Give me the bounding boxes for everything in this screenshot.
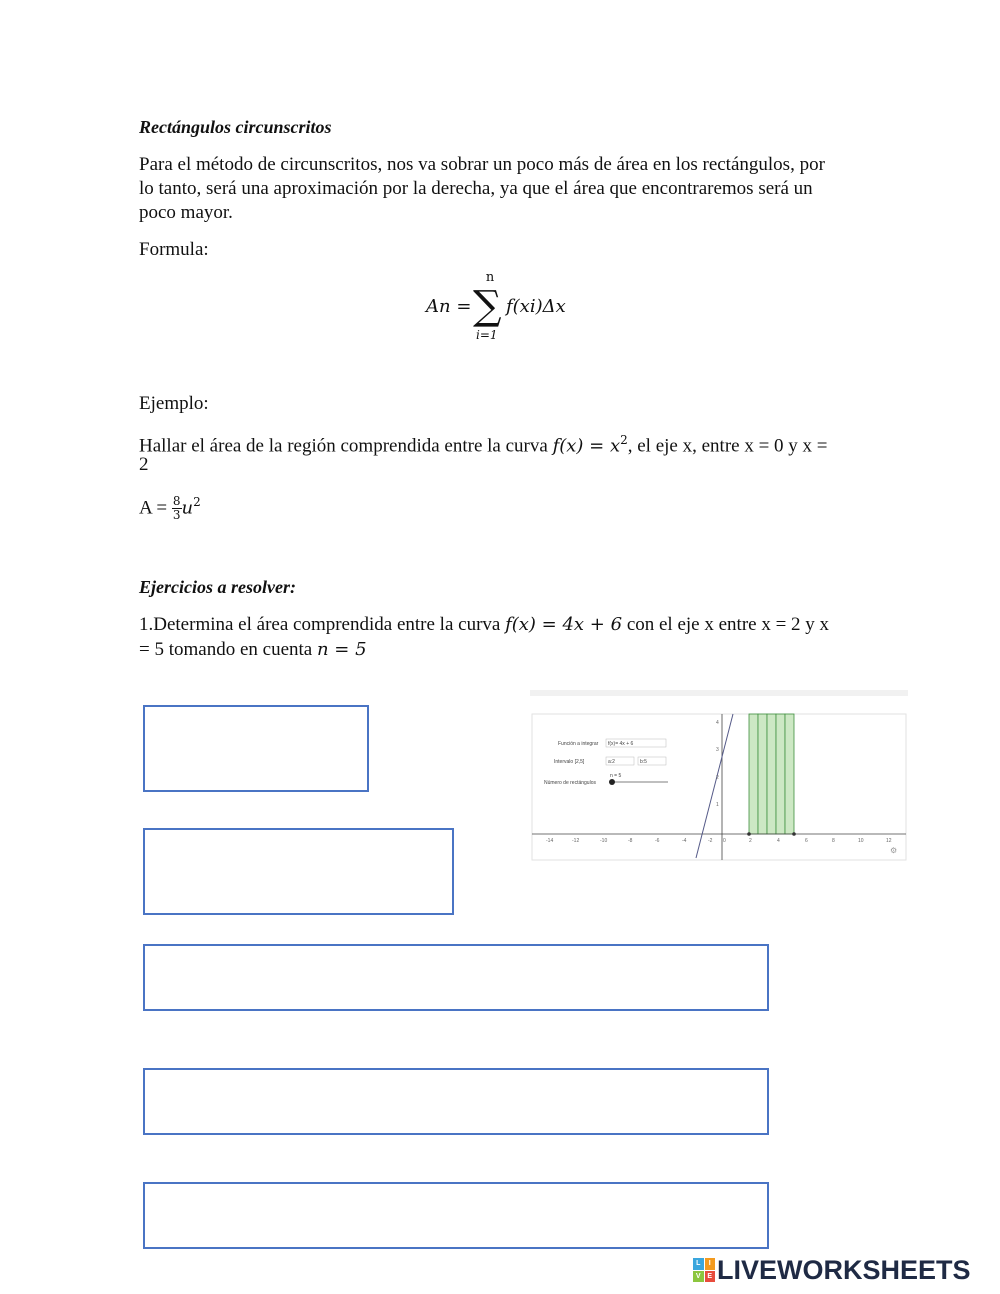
- y-tick: 1: [716, 802, 719, 808]
- graph-settings-icon[interactable]: ⚙: [890, 846, 898, 855]
- x-tick: 10: [858, 838, 864, 844]
- rectangles-label: Número de rectángulos: [544, 780, 596, 786]
- n-slider-handle[interactable]: [609, 779, 615, 785]
- x-tick: -10: [600, 838, 608, 844]
- x-tick: -6: [655, 838, 660, 844]
- exercise-1-line-2: [139, 638, 367, 662]
- function-label: Función a integrar: [558, 741, 599, 747]
- x-tick: 4: [777, 838, 780, 844]
- logo-mark-l: L: [693, 1258, 704, 1270]
- y-tick: 4: [716, 720, 719, 726]
- example-text-after: , el eje x, entre x = 0 y x =: [627, 435, 828, 457]
- riemann-rectangles: [749, 714, 794, 834]
- example-function: f(x) = x: [552, 435, 621, 457]
- riemann-rect-5: [785, 714, 794, 834]
- x-tick: 2: [749, 838, 752, 844]
- liveworksheets-logo: [693, 1254, 971, 1286]
- intro-line-2: lo tanto, será una aproximación por la derecha, ya que el área que encontraremos será un: [139, 178, 813, 199]
- answer-box-3[interactable]: [143, 944, 769, 1011]
- formula-upper-limit: n: [485, 270, 495, 285]
- answer-box-2[interactable]: [143, 828, 454, 915]
- exercise-1-line-1: [139, 613, 829, 637]
- intro-line-1: Para el método de circunscritos, nos va sobrar un poco más de área en los rectángulos, por: [139, 154, 825, 175]
- formula-lhs: An =: [426, 296, 472, 317]
- exercise-1-before: 1.Determina el área comprendida entre la curva: [139, 614, 506, 635]
- a-value: a:2: [608, 759, 615, 765]
- endpoint-a: [747, 832, 751, 836]
- riemann-rect-1: [749, 714, 758, 834]
- exercise-1-function: f(x) = 4x + 6: [505, 614, 623, 635]
- summation-formula: [426, 272, 586, 344]
- formula-lower-limit: i=1: [476, 328, 498, 342]
- x-tick: -4: [682, 838, 687, 844]
- logo-icon: [693, 1258, 715, 1282]
- x-tick: -8: [628, 838, 633, 844]
- riemann-rect-3: [767, 714, 776, 834]
- exercise-1-n: n = 5: [316, 639, 367, 660]
- x-tick: 6: [805, 838, 808, 844]
- fraction-denominator: 3: [172, 508, 181, 523]
- riemann-rect-4: [776, 714, 785, 834]
- example-label: Ejemplo:: [139, 393, 209, 414]
- example-exponent: 2: [620, 433, 628, 447]
- x-tick: -12: [572, 838, 580, 844]
- logo-text: LIVEWORKSHEETS: [717, 1254, 971, 1285]
- endpoint-b: [792, 832, 796, 836]
- exercise-1-line2-before: = 5 tomando en cuenta: [139, 639, 317, 660]
- logo-mark-v: V: [693, 1271, 704, 1283]
- y-tick: 3: [716, 747, 719, 753]
- graph-area: [532, 714, 906, 860]
- answer-prefix: A =: [139, 497, 172, 519]
- logo-mark-e: E: [705, 1271, 716, 1283]
- answer-fraction: [172, 495, 182, 522]
- answer-box-1[interactable]: [143, 705, 369, 792]
- exercise-1-after: con el eje x entre x = 2 y x: [622, 614, 830, 635]
- graph-svg: [530, 690, 908, 862]
- riemann-rect-2: [758, 714, 767, 834]
- riemann-graph: [530, 690, 908, 862]
- sigma-symbol: ∑: [473, 283, 502, 329]
- formula-label: Formula:: [139, 239, 209, 260]
- example-statement: [139, 428, 828, 458]
- function-value: f(x)= 4x + 6: [608, 741, 634, 747]
- example-answer: [139, 490, 201, 522]
- section-title: Rectángulos circunscritos: [139, 117, 332, 137]
- example-line-2: 2: [139, 454, 149, 475]
- answer-box-4[interactable]: [143, 1068, 769, 1135]
- y-tick: 2: [716, 775, 719, 781]
- answer-unit-exponent: 2: [193, 495, 201, 509]
- answer-box-5[interactable]: [143, 1182, 769, 1249]
- answer-unit: u: [181, 497, 194, 519]
- n-label: n = 5: [610, 773, 622, 779]
- exercises-title: Ejercicios a resolver:: [139, 577, 296, 597]
- x-tick: -2: [708, 838, 713, 844]
- fraction-numerator: 8: [172, 494, 181, 509]
- x-tick: 8: [832, 838, 835, 844]
- example-text-before: Hallar el área de la región comprendida entre la curva: [139, 435, 553, 457]
- graph-top-bar: [530, 690, 908, 696]
- logo-mark-i: I: [705, 1258, 716, 1270]
- b-value: b:5: [640, 759, 647, 765]
- x-tick: 0: [723, 838, 726, 844]
- x-tick: -14: [546, 838, 554, 844]
- interval-label: Intervalo [2,5]: [554, 759, 585, 765]
- formula-rhs: f(xi)Δx: [506, 296, 566, 317]
- intro-line-3: poco mayor.: [139, 202, 233, 223]
- x-tick: 12: [886, 838, 892, 844]
